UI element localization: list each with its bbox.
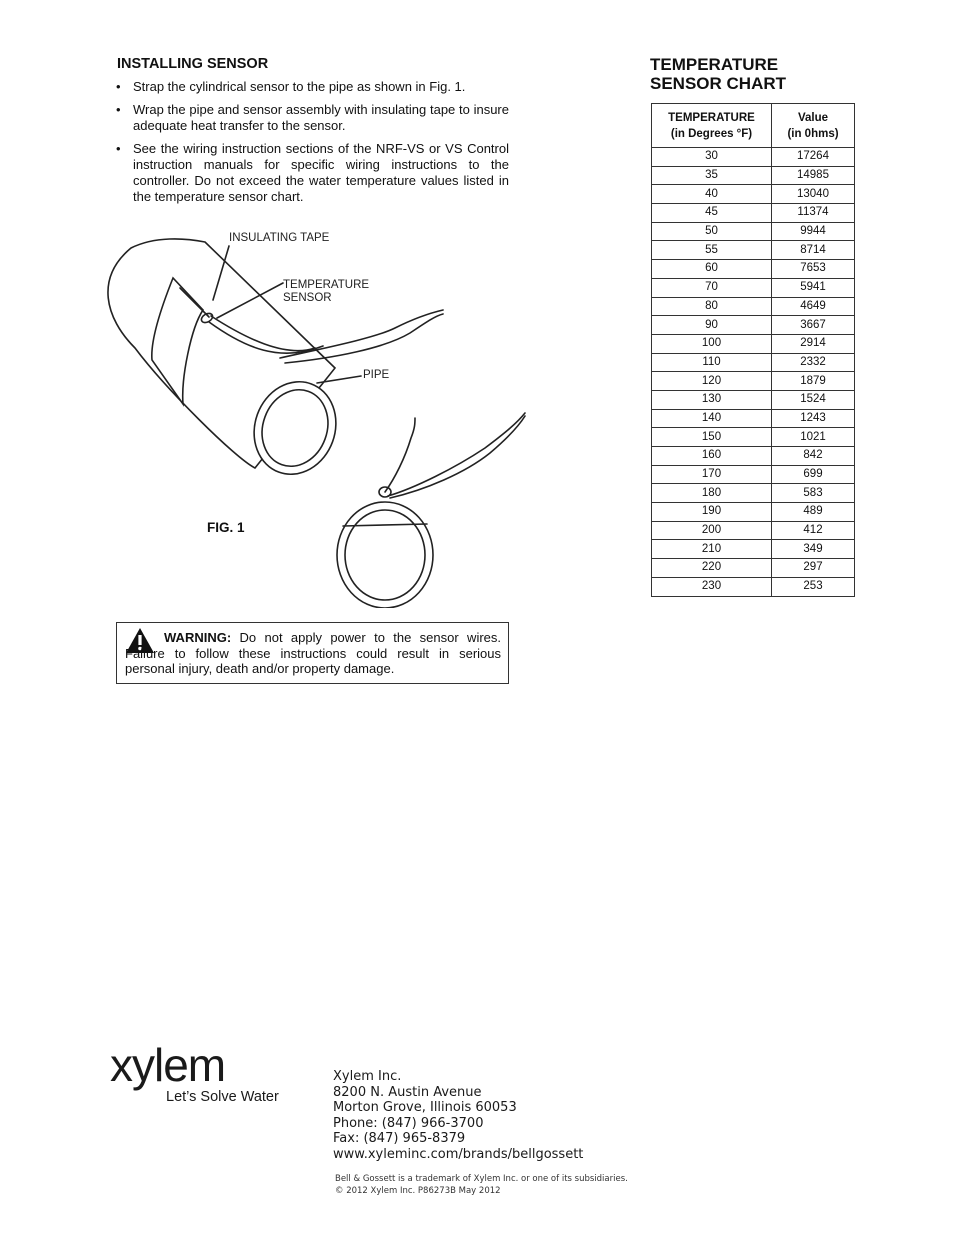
- table-row: [652, 166, 855, 185]
- temperature-cell: 35: [652, 166, 772, 185]
- resistance-cell: 699: [772, 465, 855, 484]
- temperature-cell: 70: [652, 278, 772, 297]
- resistance-cell: 412: [772, 521, 855, 540]
- table-row: [652, 503, 855, 522]
- temperature-sensor-table: [651, 103, 855, 597]
- website-link[interactable]: www.xyleminc.com/brands/bellgossett: [333, 1146, 584, 1162]
- temperature-cell: 30: [652, 148, 772, 167]
- table-row: [652, 204, 855, 223]
- table-row: [652, 241, 855, 260]
- resistance-cell: 253: [772, 577, 855, 596]
- trademark-notice: Bell & Gossett is a trademark of Xylem Inc. or one of its subsidiaries.: [335, 1174, 628, 1184]
- resistance-cell: 14985: [772, 166, 855, 185]
- table-row: [652, 428, 855, 447]
- temperature-cell: 110: [652, 353, 772, 372]
- address-line: Morton Grove, Illinois 60053: [333, 1100, 517, 1115]
- resistance-cell: 2332: [772, 353, 855, 372]
- callout-insulating-tape: INSULATING TAPE: [229, 232, 330, 244]
- resistance-cell: 1243: [772, 409, 855, 428]
- chart-title-line: TEMPERATURE: [650, 55, 779, 74]
- table-row: [652, 521, 855, 540]
- table-row: [652, 185, 855, 204]
- table-row: [652, 484, 855, 503]
- temperature-cell: 100: [652, 334, 772, 353]
- list-item: [116, 141, 509, 205]
- resistance-cell: 7653: [772, 260, 855, 279]
- chart-title-line: SENSOR CHART: [650, 74, 787, 93]
- fine-print: [335, 1173, 628, 1197]
- address-line: 8200 N. Austin Avenue: [333, 1084, 482, 1100]
- table-row: [652, 260, 855, 279]
- resistance-cell: 2914: [772, 334, 855, 353]
- install-heading: INSTALLING SENSOR: [117, 56, 269, 72]
- temperature-cell: 140: [652, 409, 772, 428]
- callout-pipe: PIPE: [363, 369, 390, 381]
- resistance-cell: 9944: [772, 222, 855, 241]
- instruction-text: Strap the cylindrical sensor to the pipe as shown in Fig. 1.: [133, 79, 466, 94]
- table-header-row: [652, 104, 855, 148]
- figure-label: FIG. 1: [207, 520, 245, 535]
- column-header-temperature: TEMPERATURE (in Degrees °F): [652, 104, 772, 148]
- resistance-cell: 4649: [772, 297, 855, 316]
- resistance-cell: 489: [772, 503, 855, 522]
- temperature-cell: 45: [652, 204, 772, 223]
- temperature-cell: 80: [652, 297, 772, 316]
- warning-body: Do not apply power to the sensor wires. Failure to follow these instructions could result in serious personal injury, death and/or property damage.: [125, 630, 501, 676]
- bullet-icon: •: [116, 79, 121, 94]
- resistance-cell: 3667: [772, 316, 855, 335]
- table-row: [652, 409, 855, 428]
- table-row: [652, 297, 855, 316]
- address-line: Xylem Inc.: [333, 1069, 402, 1084]
- resistance-cell: 1021: [772, 428, 855, 447]
- resistance-cell: 297: [772, 559, 855, 578]
- resistance-cell: 11374: [772, 204, 855, 223]
- table-row: [652, 316, 855, 335]
- resistance-cell: 8714: [772, 241, 855, 260]
- resistance-cell: 349: [772, 540, 855, 559]
- table-row: [652, 222, 855, 241]
- resistance-cell: 17264: [772, 148, 855, 167]
- table-row: [652, 372, 855, 391]
- callout-temperature-sensor: [283, 279, 369, 305]
- temperature-cell: 150: [652, 428, 772, 447]
- bullet-icon: •: [116, 141, 121, 156]
- temperature-cell: 40: [652, 185, 772, 204]
- table-row: [652, 353, 855, 372]
- temperature-cell: 130: [652, 390, 772, 409]
- address-line: Phone: (847) 966-3700: [333, 1115, 484, 1131]
- bullet-icon: •: [116, 102, 121, 117]
- temperature-cell: 230: [652, 577, 772, 596]
- warning-label: WARNING:: [164, 630, 232, 645]
- table-row: [652, 540, 855, 559]
- list-item: [116, 79, 509, 95]
- resistance-cell: 5941: [772, 278, 855, 297]
- warning-box: [116, 622, 509, 684]
- temperature-cell: 50: [652, 222, 772, 241]
- resistance-cell: 1879: [772, 372, 855, 391]
- table-row: [652, 334, 855, 353]
- column-header-value: Value (in 0hms): [772, 104, 855, 148]
- table-row: [652, 390, 855, 409]
- instruction-text: Wrap the pipe and sensor assembly with insulating tape to insure adequate heat transfer to the sensor.: [133, 102, 509, 133]
- copyright-notice: © 2012 Xylem Inc. P86273B May 2012: [335, 1186, 501, 1196]
- resistance-cell: 1524: [772, 390, 855, 409]
- table-row: [652, 148, 855, 167]
- table-row: [652, 559, 855, 578]
- instruction-text: See the wiring instruction sections of the NRF-VS or VS Control instruction manuals for specific wiring instructions to the controller. Do not exceed the water temperature values listed in the temperature sensor chart.: [133, 141, 509, 204]
- temperature-cell: 90: [652, 316, 772, 335]
- resistance-cell: 13040: [772, 185, 855, 204]
- address-line: Fax: (847) 965-8379: [333, 1131, 466, 1146]
- temperature-cell: 160: [652, 447, 772, 466]
- callout-line: SENSOR: [283, 292, 332, 304]
- resistance-cell: 583: [772, 484, 855, 503]
- temperature-cell: 190: [652, 503, 772, 522]
- temperature-cell: 180: [652, 484, 772, 503]
- table-row: [652, 447, 855, 466]
- callout-line: TEMPERATURE: [283, 279, 370, 291]
- temperature-cell: 200: [652, 521, 772, 540]
- warning-message: [125, 630, 501, 677]
- temperature-cell: 55: [652, 241, 772, 260]
- list-item: [116, 102, 509, 134]
- table-row: [652, 577, 855, 596]
- resistance-cell: 842: [772, 447, 855, 466]
- table-body: [652, 148, 855, 597]
- temperature-cell: 210: [652, 540, 772, 559]
- table-row: [652, 278, 855, 297]
- table-row: [652, 465, 855, 484]
- logo-tagline: Let’s Solve Water: [166, 1089, 279, 1105]
- temperature-cell: 60: [652, 260, 772, 279]
- xylem-logo: xylem: [110, 1039, 226, 1091]
- temperature-cell: 170: [652, 465, 772, 484]
- chart-title: [650, 55, 850, 93]
- install-instructions-list: [116, 79, 509, 212]
- temperature-cell: 220: [652, 559, 772, 578]
- temperature-cell: 120: [652, 372, 772, 391]
- company-address: [333, 1069, 583, 1162]
